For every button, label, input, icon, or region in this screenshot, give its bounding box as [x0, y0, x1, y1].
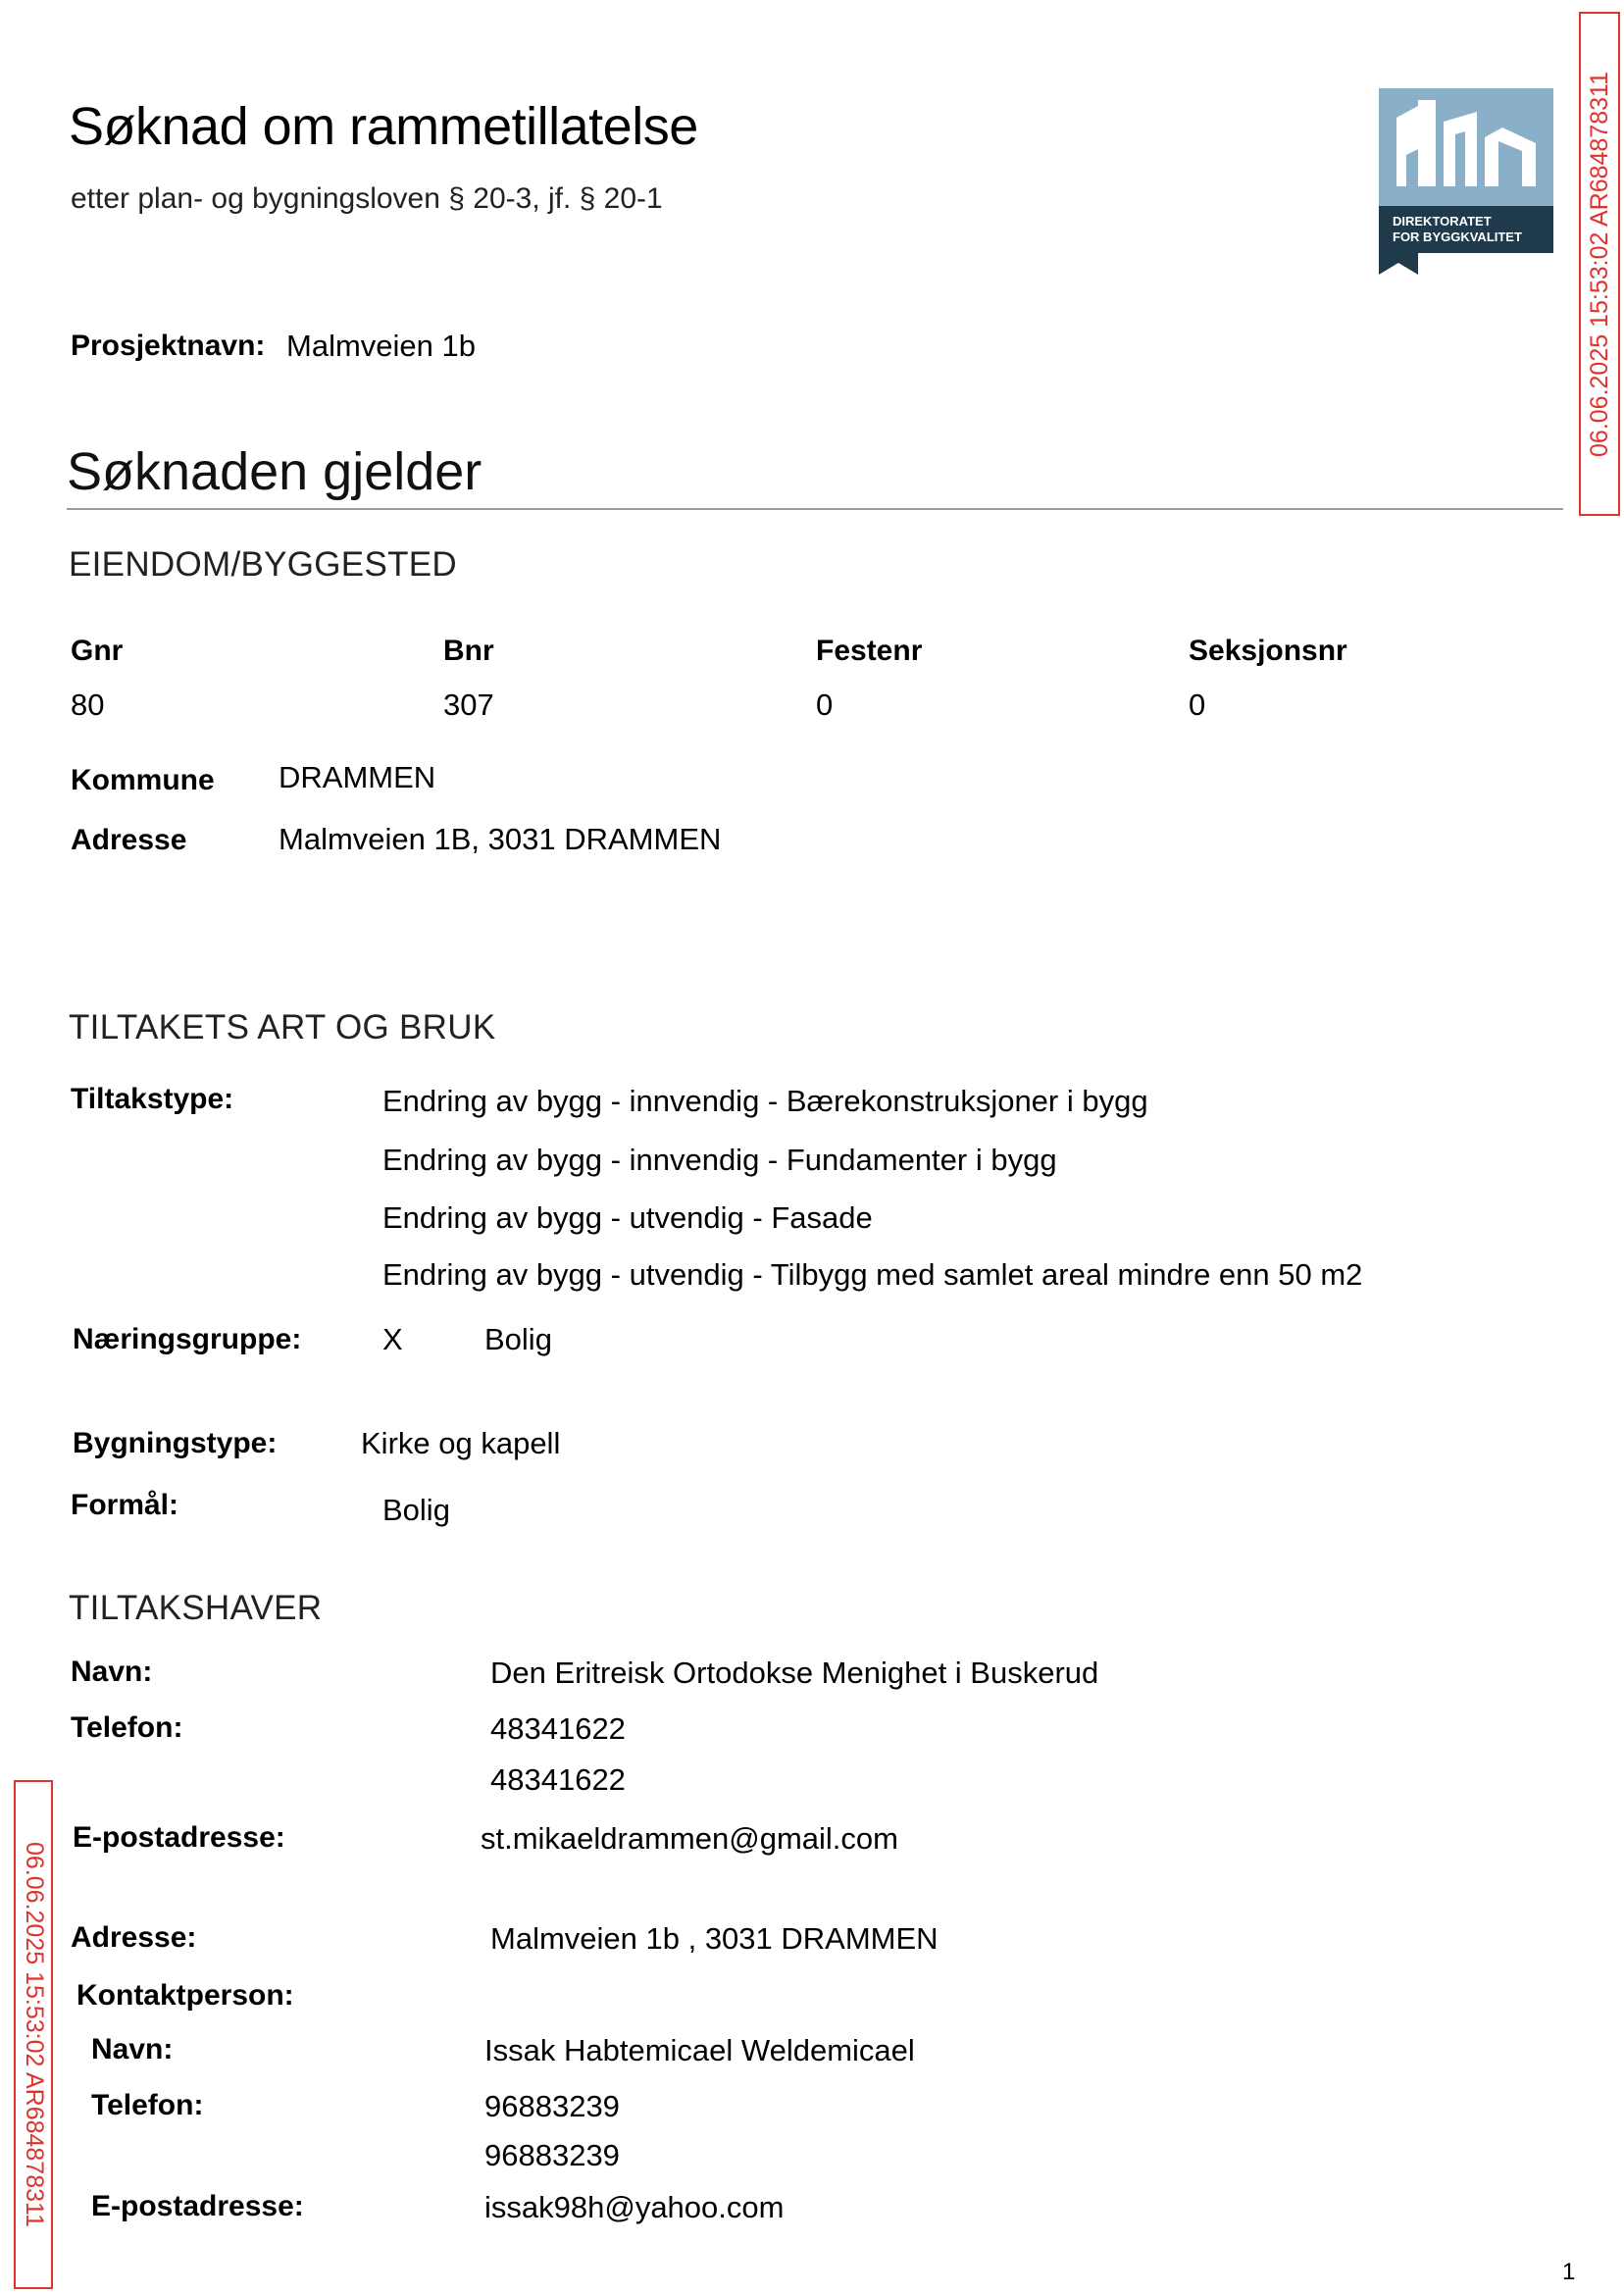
kontakt-navn-value: Issak Habtemicael Weldemicael [484, 2033, 915, 2067]
tiltakstype-item: Endring av bygg - innvendig - Fundamenter i bygg [382, 1143, 1057, 1177]
kontakt-navn-label: Navn: [91, 2033, 174, 2065]
kontakt-epost-value: issak98h@yahoo.com [484, 2190, 785, 2224]
bygningstype-label: Bygningstype: [73, 1427, 278, 1459]
naeringsgruppe-code: X [382, 1322, 403, 1356]
logo-line1: DIREKTORATET [1393, 214, 1492, 229]
kommune-label: Kommune [71, 764, 215, 796]
kontakt-epost-label: E-postadresse: [91, 2190, 304, 2222]
tiltakshaver-adresse-value: Malmveien 1b , 3031 DRAMMEN [490, 1921, 939, 1956]
tiltakshaver-navn-label: Navn: [71, 1656, 153, 1688]
tiltakshaver-adresse-label: Adresse: [71, 1921, 197, 1954]
seksjonsnr-label: Seksjonsnr [1189, 635, 1347, 667]
section-title: Søknaden gjelder [67, 442, 482, 501]
bnr-value: 307 [443, 688, 494, 722]
adresse-value: Malmveien 1B, 3031 DRAMMEN [279, 822, 722, 856]
timestamp-stamp-top [1579, 12, 1620, 516]
document-subtitle: etter plan- og bygningsloven § 20-3, jf. § 20-1 [71, 182, 663, 215]
tiltakstype-item: Endring av bygg - utvendig - Fasade [382, 1200, 873, 1235]
tiltakshaver-epost-value: st.mikaeldrammen@gmail.com [481, 1821, 898, 1856]
tiltakstype-item: Endring av bygg - innvendig - Bærekonstruksjoner i bygg [382, 1084, 1148, 1118]
tiltak-heading: TILTAKETS ART OG BRUK [69, 1008, 496, 1046]
kontakt-telefon-value: 96883239 [484, 2138, 620, 2172]
tiltakshaver-telefon-label: Telefon: [71, 1711, 183, 1744]
kommune-value: DRAMMEN [279, 760, 436, 794]
bygningstype-value: Kirke og kapell [361, 1426, 561, 1460]
stamp-text: 06.06.2025 15:53:02 AR684878311 [20, 1842, 48, 2227]
page-number: 1 [1562, 2259, 1576, 2285]
kontakt-telefon-label: Telefon: [91, 2089, 204, 2121]
eiendom-heading: EIENDOM/BYGGESTED [69, 545, 457, 584]
formal-label: Formål: [71, 1489, 179, 1521]
tiltakshaver-heading: TILTAKSHAVER [69, 1589, 323, 1627]
tiltakstype-item: Endring av bygg - utvendig - Tilbygg med samlet areal mindre enn 50 m2 [382, 1257, 1363, 1292]
kontakt-telefon-value: 96883239 [484, 2089, 620, 2123]
bnr-label: Bnr [443, 635, 494, 667]
stamp-text: 06.06.2025 15:53:02 AR684878311 [1585, 71, 1613, 457]
tiltakshaver-telefon-value: 48341622 [490, 1762, 626, 1797]
tiltakshaver-epost-label: E-postadresse: [73, 1821, 285, 1854]
tiltakstype-label: Tiltakstype: [71, 1083, 234, 1115]
document-title: Søknad om rammetillatelse [69, 97, 698, 156]
logo-line2: FOR BYGGKVALITET [1393, 229, 1522, 244]
adresse-label: Adresse [71, 824, 187, 856]
dibk-logo-icon [1379, 88, 1553, 275]
formal-value: Bolig [382, 1493, 450, 1527]
gnr-value: 80 [71, 688, 105, 722]
gnr-label: Gnr [71, 635, 124, 667]
naeringsgruppe-label: Næringsgruppe: [73, 1323, 302, 1355]
festenr-label: Festenr [816, 635, 923, 667]
timestamp-stamp-left [14, 1780, 53, 2289]
section-divider [67, 508, 1563, 510]
project-value: Malmveien 1b [286, 329, 476, 363]
kontaktperson-label: Kontaktperson: [76, 1979, 294, 2012]
festenr-value: 0 [816, 688, 834, 722]
tiltakshaver-navn-value: Den Eritreisk Ortodokse Menighet i Buskerud [490, 1656, 1099, 1690]
tiltakshaver-telefon-value: 48341622 [490, 1711, 626, 1746]
naeringsgruppe-value: Bolig [484, 1322, 552, 1356]
project-label: Prosjektnavn: [71, 330, 266, 362]
seksjonsnr-value: 0 [1189, 688, 1206, 722]
